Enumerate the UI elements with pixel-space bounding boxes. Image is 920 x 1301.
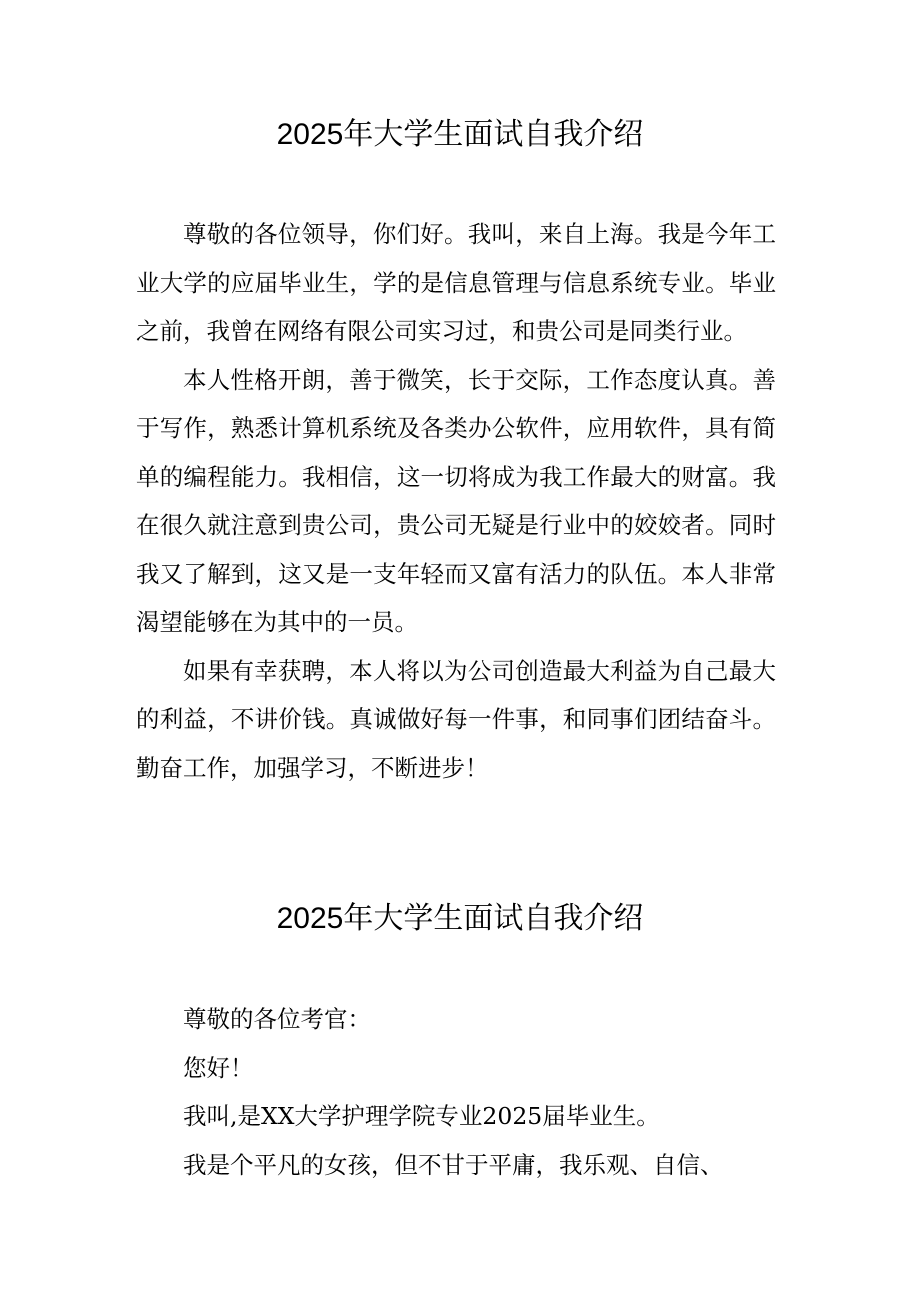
section-1-body [136,210,776,792]
greeting-line: 您好！ [183,1053,254,1082]
salutation-line: 尊敬的各位考官： [183,1005,371,1033]
section-2-title: 2025年大学生面试自我介绍 [276,902,644,935]
section-2-body [136,995,776,1189]
section-1-paragraph-3: 如果有幸获聘，本人将以为公司创造最大利益为自己最大的利益，不讲价钱。真诚做好每一件事，和同事们团结奋斗。勤奋工作，加强学习，不断进步！ [136,656,776,782]
section-1-paragraph-1: 尊敬的各位领导，你们好。我叫，来自上海。我是今年工业大学的应届毕业生，学的是信息管理与信息系统专业。毕业之前，我曾在网络有限公司实习过，和贵公司是同类行业。 [136,220,776,345]
section-1-paragraph-2: 本人性格开朗，善于微笑，长于交际，工作态度认真。善于写作，熟悉计算机系统及各类办公软件，应用软件，具有简单的编程能力。我相信，这一切将成为我工作最大的财富。我在很久就注意到贵公司，贵公司无疑是行业中的姣姣者。同时我又了解到，这又是一支年轻而又富有活力的队伍。本人非常渴望能够在为其中的一员。 [136,365,776,636]
personality-line: 我是个平凡的女孩，但不甘于平庸，我乐观、自信、 [183,1150,724,1179]
intro-line: 我叫,是XX大学护理学院专业2025届毕业生。 [183,1102,660,1130]
section-1-title: 2025年大学生面试自我介绍 [276,118,644,151]
